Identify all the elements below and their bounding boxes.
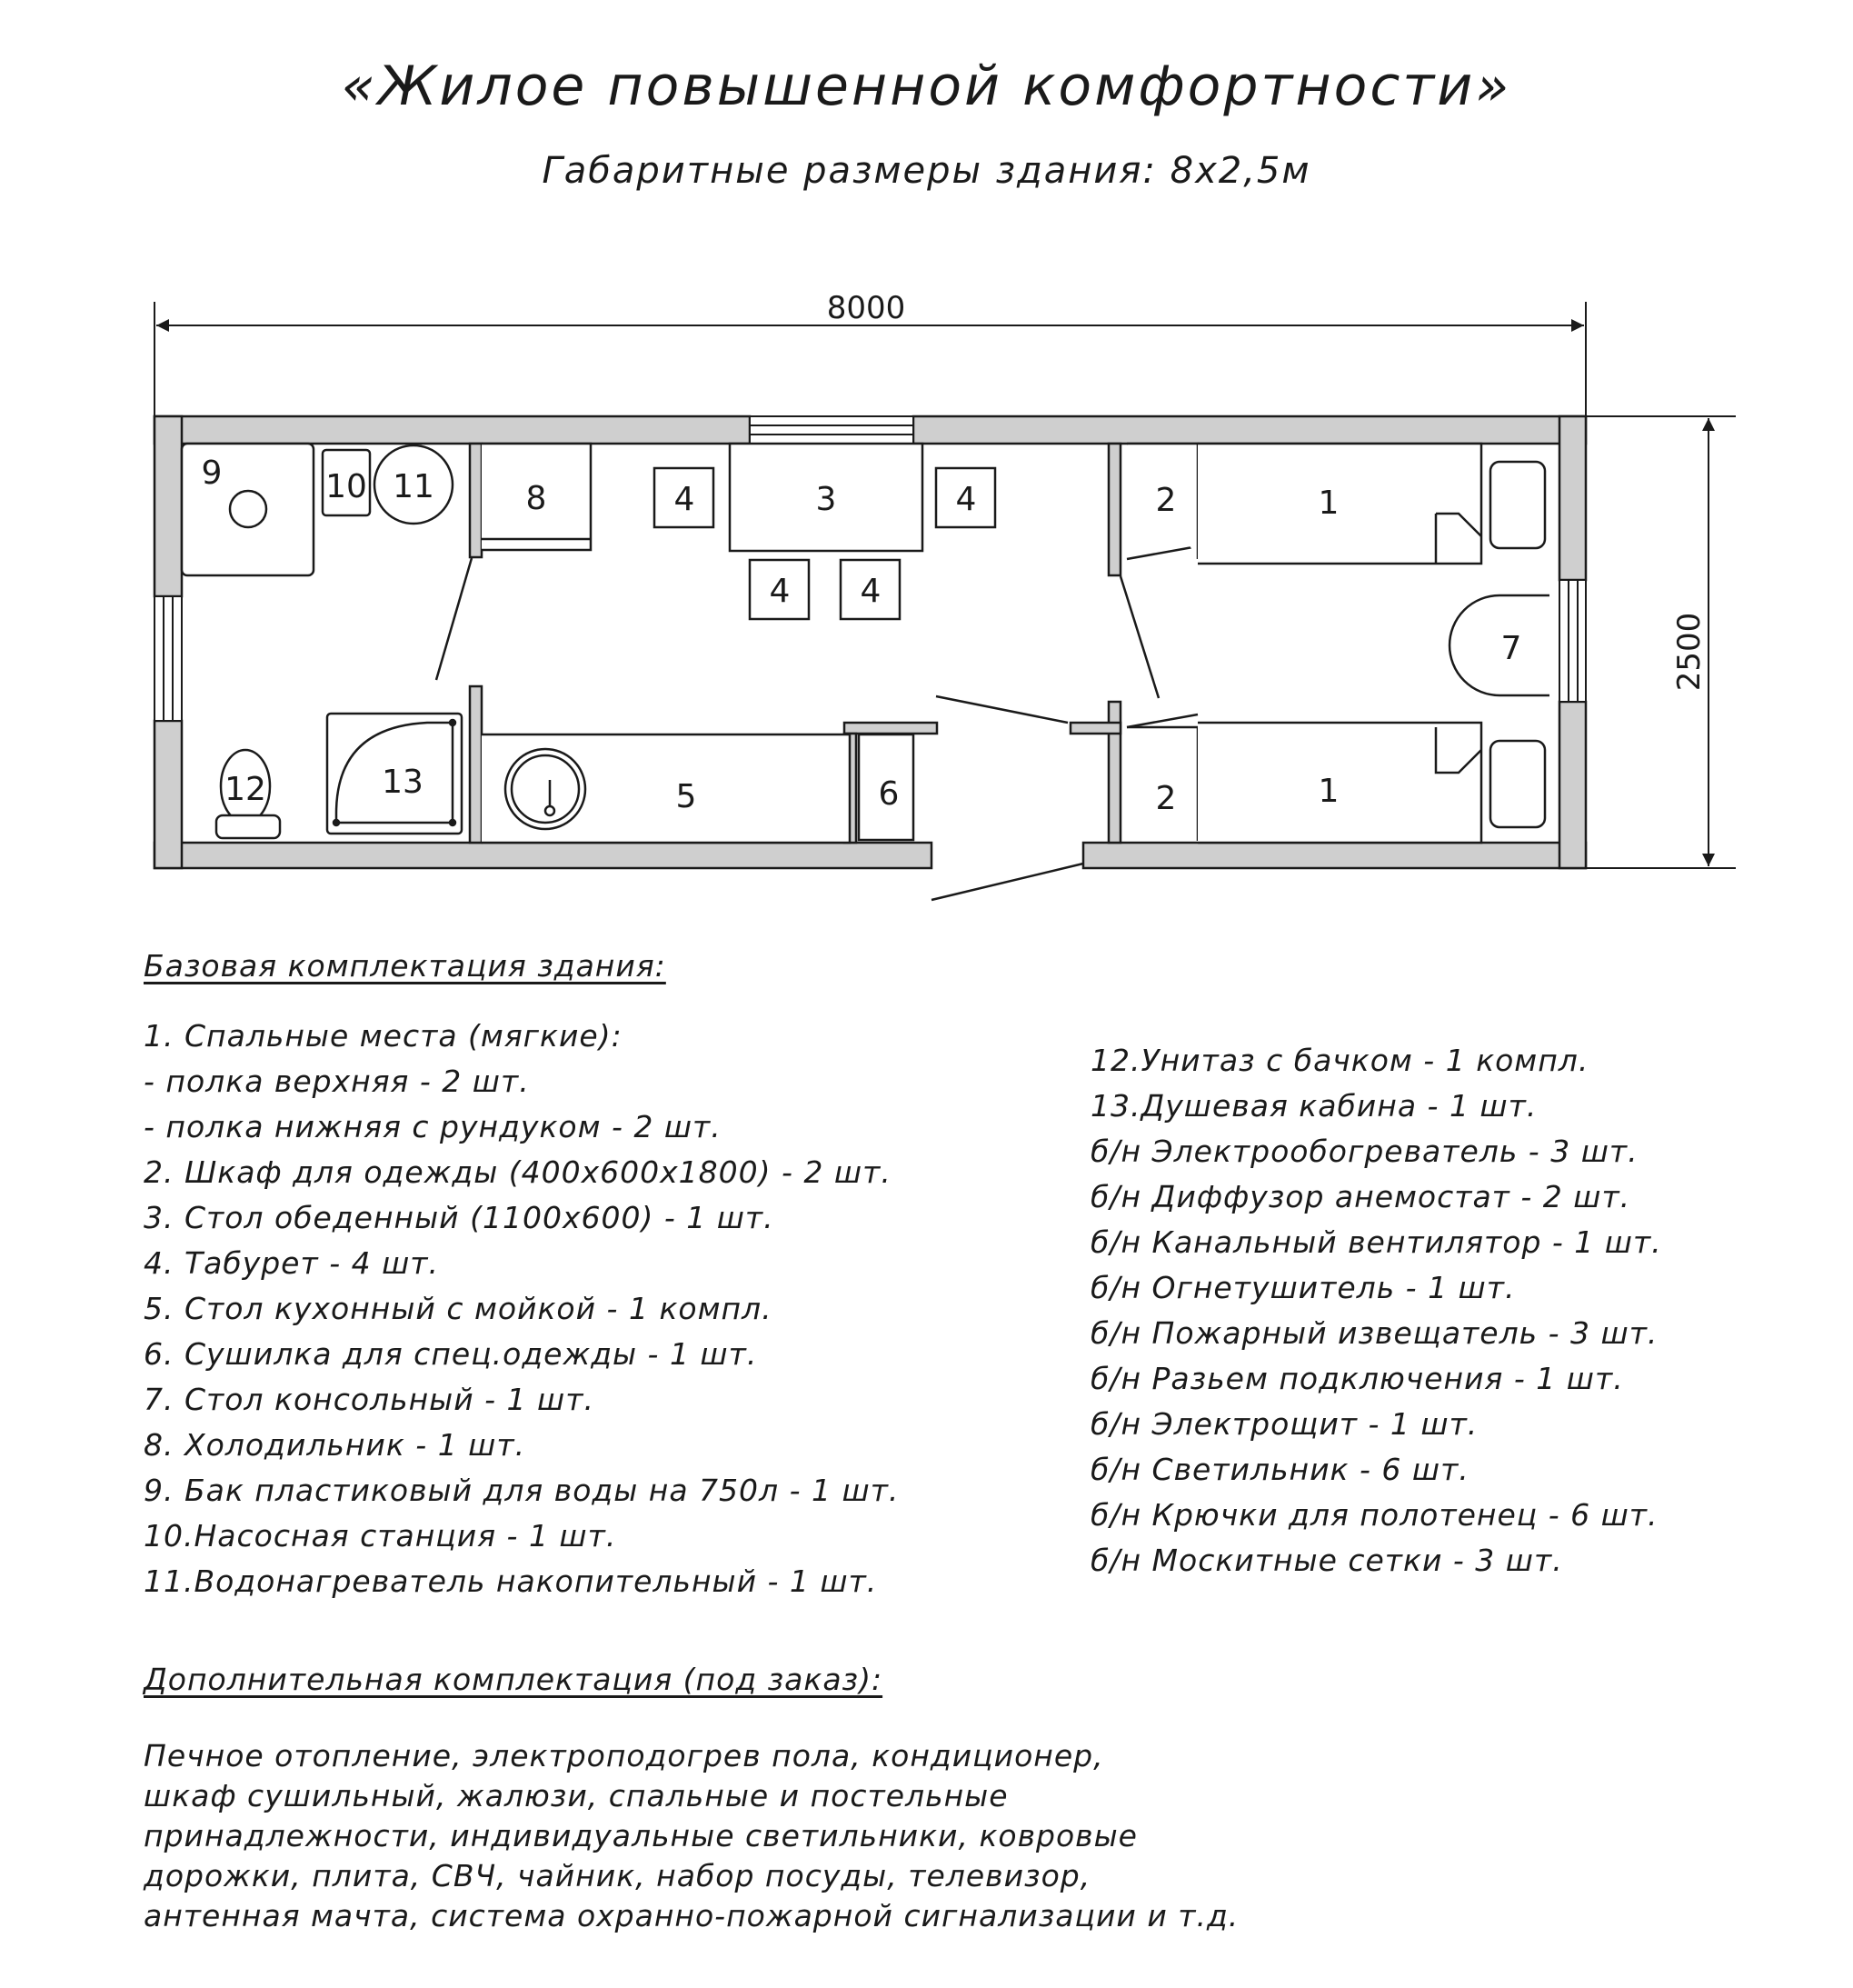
paragraph-line: антенная мачта, система охранно-пожарной сигнализации и т.д. bbox=[144, 1898, 1240, 1933]
list-item: б/н Канальный вентилятор - 1 шт. bbox=[1091, 1224, 1662, 1260]
list-item: 6. Сушилка для спец.одежды - 1 шт. bbox=[144, 1336, 758, 1372]
floor-plan bbox=[0, 0, 1853, 918]
list-item: 7. Стол консольный - 1 шт. bbox=[144, 1382, 594, 1417]
basic-list-right bbox=[1091, 1038, 1662, 1583]
label-toilet: 12 bbox=[224, 771, 266, 808]
list-item: 11.Водонагреватель накопительный - 1 шт. bbox=[144, 1563, 878, 1599]
pillow-upper bbox=[1490, 462, 1545, 548]
label-dining-table: 3 bbox=[815, 481, 837, 518]
list-item: б/н Огнетушитель - 1 шт. bbox=[1091, 1270, 1516, 1305]
paragraph-line: Печное отопление, электроподогрев пола, кондиционер, bbox=[144, 1738, 1104, 1773]
basic-heading: Базовая комплектация здания: bbox=[144, 948, 666, 984]
pillow-lower bbox=[1490, 741, 1545, 827]
label-water-heater: 11 bbox=[393, 468, 434, 505]
extra-heading: Дополнительная комплектация (под заказ): bbox=[144, 1662, 883, 1697]
list-item: 2. Шкаф для одежды (400х600х1800) - 2 шт. bbox=[144, 1154, 892, 1190]
list-item: 12.Унитаз с бачком - 1 компл. bbox=[1091, 1043, 1589, 1078]
paragraph-line: дорожки, плита, СВЧ, чайник, набор посуды, телевизор, bbox=[144, 1858, 1091, 1893]
basic-list-left bbox=[144, 1014, 899, 1604]
width-dimension-label: 8000 bbox=[826, 290, 906, 326]
list-item: 4. Табурет - 4 шт. bbox=[144, 1245, 439, 1281]
list-item: б/н Разьем подключения - 1 шт. bbox=[1091, 1361, 1624, 1396]
label-stool-3: 4 bbox=[769, 573, 791, 610]
list-item: 10.Насосная станция - 1 шт. bbox=[144, 1518, 617, 1553]
label-dryer: 6 bbox=[878, 775, 900, 813]
list-item: 8. Холодильник - 1 шт. bbox=[144, 1427, 526, 1463]
label-console-table: 7 bbox=[1500, 630, 1522, 667]
console-table bbox=[1450, 595, 1549, 695]
list-item: б/н Москитные сетки - 3 шт. bbox=[1091, 1543, 1563, 1578]
label-water-tank: 9 bbox=[201, 455, 223, 492]
label-bed-lower: 1 bbox=[1318, 773, 1340, 810]
list-item: б/н Электрощит - 1 шт. bbox=[1091, 1406, 1479, 1442]
label-wardrobe-lower: 2 bbox=[1155, 780, 1177, 817]
height-dimension bbox=[1586, 416, 1736, 868]
label-fridge: 8 bbox=[525, 480, 547, 517]
label-shower: 13 bbox=[382, 764, 423, 801]
bed-upper bbox=[1198, 444, 1481, 564]
page-subtitle: Габаритные размеры здания: 8х2,5м bbox=[542, 150, 1311, 192]
list-item: 13.Душевая кабина - 1 шт. bbox=[1091, 1088, 1538, 1124]
list-item: б/н Светильник - 6 шт. bbox=[1091, 1452, 1469, 1487]
label-bed-upper: 1 bbox=[1318, 485, 1340, 522]
water-tank-outlet bbox=[230, 491, 266, 527]
label-wardrobe-upper: 2 bbox=[1155, 482, 1177, 519]
list-item: - полка нижняя с рундуком - 2 шт. bbox=[144, 1109, 722, 1144]
list-item: б/н Диффузор анемостат - 2 шт. bbox=[1091, 1179, 1631, 1214]
page-title: «Жилое повышенной комфортности» bbox=[341, 55, 1512, 118]
list-item: - полка верхняя - 2 шт. bbox=[144, 1064, 530, 1099]
list-item: б/н Крючки для полотенец - 6 шт. bbox=[1091, 1497, 1659, 1533]
bed-lower bbox=[1198, 723, 1481, 843]
list-item: б/н Пожарный извещатель - 3 шт. bbox=[1091, 1315, 1659, 1351]
toilet-cistern bbox=[216, 815, 280, 838]
label-kitchen-table: 5 bbox=[675, 778, 697, 815]
extra-paragraph bbox=[144, 1736, 1398, 1936]
height-dimension-label: 2500 bbox=[1671, 612, 1708, 692]
label-stool-4: 4 bbox=[860, 573, 882, 610]
label-pump-station: 10 bbox=[325, 468, 367, 505]
paragraph-line: принадлежности, индивидуальные светильники, ковровые bbox=[144, 1818, 1138, 1853]
label-stool-2: 4 bbox=[955, 481, 977, 518]
label-stool-1: 4 bbox=[673, 481, 695, 518]
list-item: 9. Бак пластиковый для воды на 750л - 1 шт. bbox=[144, 1473, 900, 1508]
paragraph-line: шкаф сушильный, жалюзи, спальные и постельные bbox=[144, 1778, 1009, 1813]
list-item: б/н Электрообогреватель - 3 шт. bbox=[1091, 1134, 1639, 1169]
list-item: 5. Стол кухонный с мойкой - 1 компл. bbox=[144, 1291, 772, 1326]
list-item: 3. Стол обеденный (1100х600) - 1 шт. bbox=[144, 1200, 774, 1235]
list-item: 1. Спальные места (мягкие): bbox=[144, 1018, 623, 1054]
